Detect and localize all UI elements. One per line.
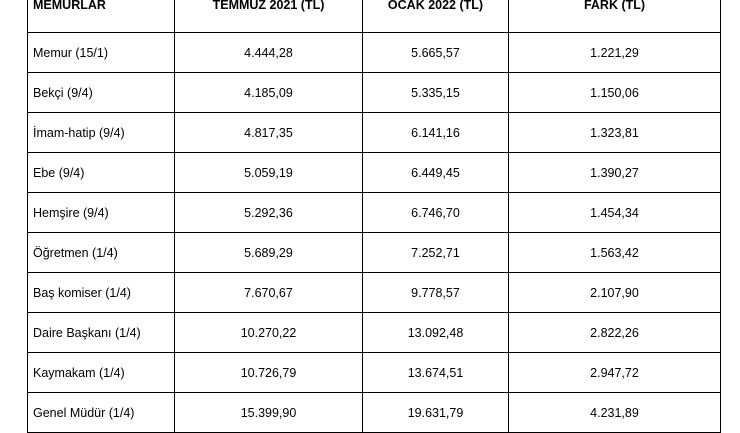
table-row: [28, 273, 721, 313]
position-cell: Ebe (9/4): [28, 153, 175, 193]
july-2021-cell: 4.817,35: [175, 113, 363, 153]
header-ocak-2022: OCAK 2022 (TL): [363, 0, 509, 33]
january-2022-cell: 6.141,16: [363, 113, 509, 153]
difference-cell: 1.323,81: [509, 113, 721, 153]
january-2022-cell: 13.092,48: [363, 313, 509, 353]
position-cell: Genel Müdür (1/4): [28, 393, 175, 433]
table-body: [28, 33, 721, 433]
january-2022-cell: 19.631,79: [363, 393, 509, 433]
position-cell: Hemşire (9/4): [28, 193, 175, 233]
header-memurlar: MEMURLAR: [28, 0, 175, 33]
july-2021-cell: 4.185,09: [175, 73, 363, 113]
position-cell: Daire Başkanı (1/4): [28, 313, 175, 353]
salary-comparison-table: [27, 0, 721, 433]
july-2021-cell: 10.726,79: [175, 353, 363, 393]
july-2021-cell: 15.399,90: [175, 393, 363, 433]
july-2021-cell: 10.270,22: [175, 313, 363, 353]
table-row: [28, 193, 721, 233]
difference-cell: 1.563,42: [509, 233, 721, 273]
difference-cell: 1.390,27: [509, 153, 721, 193]
table-row: [28, 153, 721, 193]
july-2021-cell: 5.059,19: [175, 153, 363, 193]
difference-cell: 1.221,29: [509, 33, 721, 73]
january-2022-cell: 7.252,71: [363, 233, 509, 273]
position-cell: Baş komiser (1/4): [28, 273, 175, 313]
table-row: [28, 113, 721, 153]
difference-cell: 2.947,72: [509, 353, 721, 393]
difference-cell: 1.150,06: [509, 73, 721, 113]
july-2021-cell: 5.689,29: [175, 233, 363, 273]
table-row: [28, 33, 721, 73]
july-2021-cell: 5.292,36: [175, 193, 363, 233]
january-2022-cell: 5.335,15: [363, 73, 509, 113]
january-2022-cell: 13.674,51: [363, 353, 509, 393]
table-row: [28, 233, 721, 273]
january-2022-cell: 6.746,70: [363, 193, 509, 233]
table-row: [28, 313, 721, 353]
table-row: [28, 73, 721, 113]
header-temmuz-2021: TEMMUZ 2021 (TL): [175, 0, 363, 33]
january-2022-cell: 5.665,57: [363, 33, 509, 73]
difference-cell: 1.454,34: [509, 193, 721, 233]
difference-cell: 2.107,90: [509, 273, 721, 313]
header-fark: FARK (TL): [509, 0, 721, 33]
position-cell: İmam-hatip (9/4): [28, 113, 175, 153]
difference-cell: 2.822,26: [509, 313, 721, 353]
table-row: [28, 353, 721, 393]
difference-cell: 4.231,89: [509, 393, 721, 433]
january-2022-cell: 6.449,45: [363, 153, 509, 193]
position-cell: Öğretmen (1/4): [28, 233, 175, 273]
table-header-row: [28, 0, 721, 33]
position-cell: Bekçi (9/4): [28, 73, 175, 113]
january-2022-cell: 9.778,57: [363, 273, 509, 313]
july-2021-cell: 7.670,67: [175, 273, 363, 313]
july-2021-cell: 4.444,28: [175, 33, 363, 73]
position-cell: Memur (15/1): [28, 33, 175, 73]
position-cell: Kaymakam (1/4): [28, 353, 175, 393]
table-row: [28, 393, 721, 433]
